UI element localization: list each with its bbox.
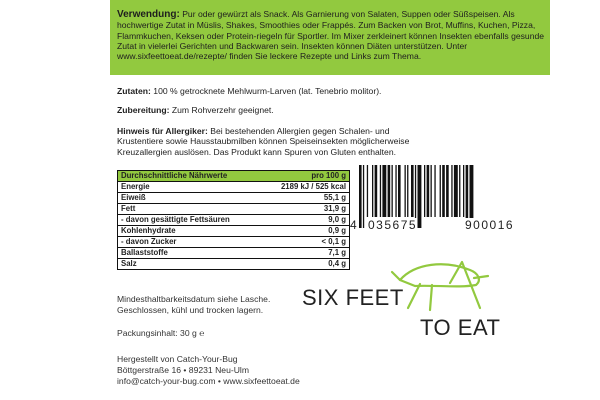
- best-before-note: Mindesthaltbarkeitsdatum siehe Lasche.: [117, 294, 271, 304]
- nutrient-value: 2189 kJ / 525 kcal: [261, 182, 350, 193]
- nutrition-header-row: [118, 171, 350, 182]
- barcode-bar: [434, 165, 435, 217]
- nutrient-name: - davon gesättigte Fettsäuren: [118, 215, 261, 226]
- package-content: Packungsinhalt: 30 g ℮: [117, 328, 205, 338]
- preparation-text: Zum Rohverzehr geeignet.: [171, 105, 274, 115]
- manufacturer-info: [117, 354, 300, 388]
- logo-text-line2: TO EAT: [420, 315, 501, 340]
- manufacturer-name: Hergestellt von Catch-Your-Bug: [117, 354, 238, 364]
- nutrient-value: < 0,1 g: [261, 237, 350, 248]
- barcode-bar: [367, 165, 368, 217]
- barcode-bar: [442, 165, 445, 217]
- barcode-bar: [382, 165, 386, 217]
- barcode-bar: [372, 165, 373, 217]
- nutrient-value: 0,9 g: [261, 226, 350, 237]
- nutrient-value: 31,9 g: [261, 204, 350, 215]
- nutrient-name: Ballaststoffe: [118, 248, 261, 259]
- usage-text: [117, 9, 549, 61]
- ingredients: [117, 86, 381, 96]
- nutrition-header-label: Durchschnittliche Nährwerte: [118, 171, 261, 182]
- allergy-text: Bei bestehenden Allergien gegen Schalen- und Krustentiere sowie Hausstaubmilben können Speiseinsekten möglicherweise Kreuzallergien auslösen. Das Produkt kann Spuren von Gluten enthalten.: [117, 126, 410, 157]
- barcode-bar: [451, 165, 452, 217]
- table-row: [118, 182, 350, 193]
- table-row: [118, 248, 350, 259]
- table-row: [118, 215, 350, 226]
- storage-note: Geschlossen, kühl und trocken lagern.: [117, 305, 264, 316]
- manufacturer-address: Böttgerstraße 16 • 89231 Neu-Ulm: [117, 365, 249, 376]
- barcode-bar: [388, 165, 391, 217]
- nutrition-table: [117, 170, 350, 270]
- nutrient-name: Energie: [118, 182, 261, 193]
- table-row: [118, 193, 350, 204]
- barcode-digits-right: 900016: [465, 218, 515, 232]
- logo-text-line1: SIX FEET: [302, 285, 404, 310]
- nutrition-header-unit: pro 100 g: [261, 171, 350, 182]
- barcode-bar: [454, 165, 458, 217]
- storage-info: [117, 294, 270, 316]
- barcode-bar: [463, 165, 464, 217]
- ingredients-text: 100 % getrocknete Mehlwurm-Larven (lat. Tenebrio molitor).: [153, 86, 382, 96]
- barcode-bar: [431, 165, 432, 217]
- barcode-digits-left: 035675: [368, 218, 418, 232]
- table-row: [118, 226, 350, 237]
- barcode-bar: [375, 165, 378, 217]
- nutrient-name: Salz: [118, 259, 261, 270]
- barcode-bar: [407, 165, 408, 217]
- nutrient-value: 9,0 g: [261, 215, 350, 226]
- barcode-digit-lead: 4: [350, 218, 357, 232]
- nutrient-name: Kohlenhydrate: [118, 226, 261, 237]
- preparation-label: Zubereitung:: [117, 105, 170, 115]
- allergy-note: [117, 126, 437, 157]
- barcode-bar: [418, 165, 422, 228]
- grasshopper-icon: [390, 258, 490, 313]
- nutrient-name: Eiweiß: [118, 193, 261, 204]
- nutrient-value: 0,4 g: [261, 259, 350, 270]
- usage-body: Pur oder gewürzt als Snack. Als Garnierung von Salaten, Suppen oder Süßspeisen. Als hochwertige Zutat in Müslis, Shakes, Smoothies oder Frappés. Zum Backen von Brot, Muffins, Kuchen, Pizza, Flammkuchen, Keksen oder Protein-riegeln für Sportler. Im Mixer zerkleinert können Insekten ebenfalls gesunde Zutat in vielerlei Gerichten und Backwaren sein. Insekten können Diäten unterstützen. Unter www.sixfeettoeat.de/rezepte/ finden Sie leckere Rezepte und Links zum Thema.: [117, 9, 545, 62]
- nutrient-name: Fett: [118, 204, 261, 215]
- barcode-bar: [427, 165, 430, 217]
- barcode-bar: [398, 165, 401, 217]
- table-row: [118, 204, 350, 215]
- barcode-bar: [440, 165, 441, 217]
- barcode-bar: [405, 165, 406, 217]
- barcode-bar: [392, 165, 393, 217]
- ingredients-label: Zutaten:: [117, 86, 151, 96]
- barcode-bar: [459, 165, 460, 217]
- usage-label: Verwendung:: [117, 9, 180, 20]
- table-row: [118, 259, 350, 270]
- barcode-bar: [380, 165, 381, 217]
- barcode-bar: [424, 165, 425, 217]
- nutrient-value: 7,1 g: [261, 248, 350, 259]
- preparation: [117, 105, 274, 115]
- barcode-bar: [363, 165, 364, 228]
- manufacturer-contact: info@catch-your-bug.com • www.sixfeettoeat.de: [117, 376, 300, 387]
- allergy-label: Hinweis für Allergiker:: [117, 126, 208, 136]
- nutrient-value: 55,1 g: [261, 193, 350, 204]
- barcode-bar: [411, 165, 414, 217]
- barcode-bar: [359, 165, 362, 228]
- nutrient-name: - davon Zucker: [118, 237, 261, 248]
- table-row: [118, 237, 350, 248]
- barcode-bar: [395, 165, 396, 217]
- barcode-bar: [446, 165, 449, 217]
